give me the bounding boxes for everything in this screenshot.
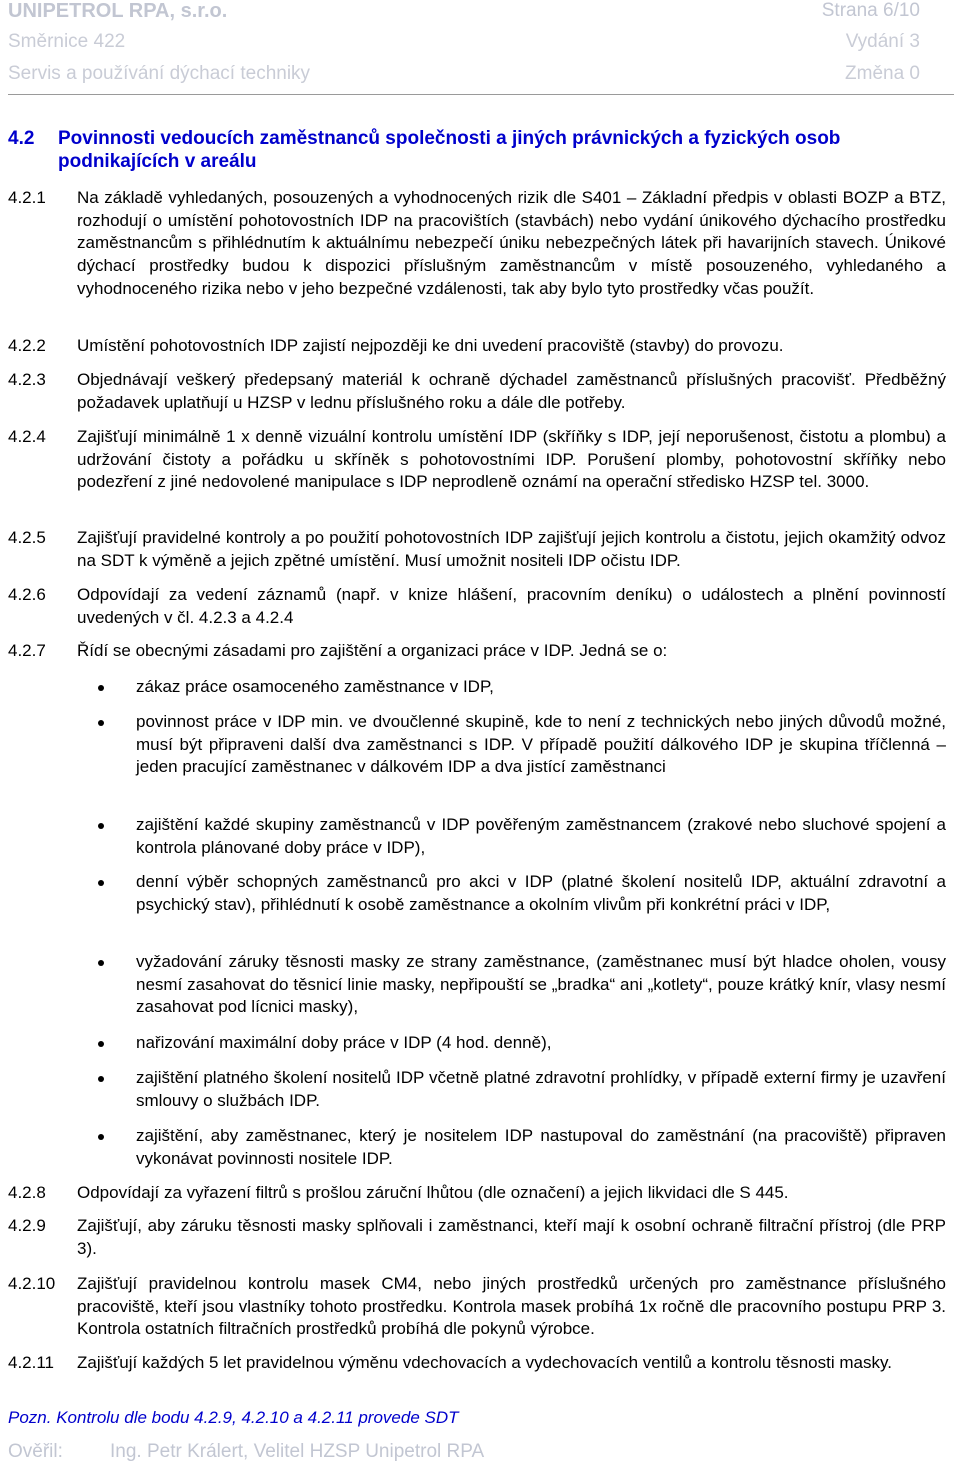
company-name: UNIPETROL RPA, s.r.o. [8, 0, 228, 22]
bullet-item [98, 871, 946, 916]
bullet-icon [98, 823, 104, 829]
paragraph-4-2-4 [8, 426, 946, 494]
paragraph-number: 4.2.8 [8, 1183, 46, 1202]
bullet-icon [98, 1134, 104, 1140]
bullet-icon [98, 720, 104, 726]
paragraph-text: Odpovídají za vyřazení filtrů s prošlou záruční lhůtou (dle označení) a jejich likvidaci dle S 445. [77, 1183, 789, 1202]
header-divider [8, 94, 954, 95]
paragraph-number: 4.2.6 [8, 585, 46, 604]
paragraph-number: 4.2.1 [8, 188, 46, 207]
bullet-item [98, 1032, 946, 1055]
bullet-item [98, 711, 946, 779]
bullet-item [98, 814, 946, 859]
page-number: Strana 6/10 [821, 0, 920, 21]
paragraph-4-2-8 [8, 1182, 946, 1205]
paragraph-text: Zajišťují minimálně 1 x denně vizuální kontrolu umístění IDP (skříňky s IDP, její neporušenost, čistotu a plombu) a udržování čistoty a pořádku u skříněk s pohotovostními IDP. Porušení plomby, pohotovostní skříňky nebo podezření z jiné nedovolené manipulace s IDP neprodleně oznámí na operační středisko HZSP tel. 3000. [77, 427, 946, 492]
paragraph-text: Objednávají veškerý předepsaný materiál k ochraně dýchadel zaměstnanců příslušných pracovišť. Předběžný požadavek uplatňují u HZSP v lednu příslušného roku a dále dle potřeby. [77, 370, 946, 412]
header-row-2 [8, 31, 920, 53]
bullet-text: povinnost práce v IDP min. ve dvoučlenné skupině, kde to není z technických nebo jiných důvodů možné, musí být připraveni další dva zaměstnanci s IDP. V případě použití dálkového IDP je skupina tříčlenná – jeden pracující zaměstnanec v dálkovém IDP a dva jistící zaměstnanci [136, 712, 946, 777]
bullet-item [98, 1125, 946, 1170]
paragraph-4-2-1 [8, 187, 946, 301]
paragraph-number: 4.2.4 [8, 427, 46, 446]
paragraph-text: Řídí se obecnými zásadami pro zajištění a organizaci práce v IDP. Jedná se o: [77, 641, 668, 660]
paragraph-text: Umístění pohotovostních IDP zajistí nejpozději ke dni uvedení pracoviště (stavby) do provozu. [77, 336, 784, 355]
bullet-icon [98, 960, 104, 966]
issue-number: Vydání 3 [845, 31, 920, 52]
bullet-text: zajištění každé skupiny zaměstnanců v IDP pověřeným zaměstnancem (zrakové nebo sluchové spojení a kontrola plánované doby práce v IDP), [136, 815, 946, 857]
paragraph-4-2-11 [8, 1352, 946, 1375]
bullet-text: denní výběr schopných zaměstnanců pro akci v IDP (platné školení nositelů IDP, aktuální zdravotní a psychický stav), přihlédnutí k osobě zaměstnance a okolním vlivům při konkrétní práci v IDP, [136, 872, 946, 914]
paragraph-number: 4.2.11 [8, 1353, 55, 1372]
paragraph-number: 4.2.5 [8, 528, 46, 547]
paragraph-4-2-7 [8, 640, 946, 663]
bullet-text: nařizování maximální doby práce v IDP (4 hod. denně), [136, 1033, 552, 1052]
paragraph-text: Zajišťují pravidelné kontroly a po použití pohotovostních IDP zajišťují jejich kontrolu a čistotu, jejich okamžitý odvoz na SDT k výměně a jejich zpětné umístění. Musí umožnit nositeli IDP očistu IDP. [77, 528, 946, 570]
note: Pozn. Kontrolu dle bodu 4.2.9, 4.2.10 a 4.2.11 provede SDT [8, 1408, 459, 1427]
bullet-text: vyžadování záruky těsnosti masky ze strany zaměstnance, (zaměstnanec musí být hladce oholen, vousy nesmí zasahovat do těsnicí linie masky, nepřipouští se „bradka“ ani „kotlety“, pouze krátký knír, vlasy nesmí zasahovat pod lícnici masky), [136, 952, 946, 1017]
paragraph-text: Na základě vyhledaných, posouzených a vyhodnocených rizik dle S401 – Základní předpis v oblasti BOZP a BTZ, rozhodují o umístění pohotovostních IDP na pracovištích (stavbách) nebo vydání únikového dýchacího prostředku zaměstnancům s přihlédnutím k aktuálnímu nebezpečí úniku nebezpečných látek při havarijních stavech. Únikové dýchací prostředky budou k dispozici příslušným zaměstnancům v místě posouzeného, vyhledaného a vyhodnoceného rizika nebo v jeho bezpečné vzdálenosti, tak aby bylo tyto prostředky včas použít. [77, 188, 946, 298]
paragraph-4-2-6 [8, 584, 946, 629]
bullet-icon [98, 1076, 104, 1082]
bullet-item [98, 951, 946, 1019]
section-title: Povinnosti vedoucích zaměstnanců společnosti a jiných právnických a fyzických osob podnikajících v areálu [58, 128, 841, 172]
bullet-icon [98, 685, 104, 691]
bullet-icon [98, 880, 104, 886]
bullet-item [98, 676, 946, 699]
paragraph-4-2-9 [8, 1215, 946, 1260]
change-number: Změna 0 [845, 63, 920, 84]
paragraph-4-2-5 [8, 527, 946, 572]
footer [8, 1441, 484, 1463]
section-number: 4.2 [8, 128, 35, 149]
header-row-3 [8, 63, 920, 85]
paragraph-text: Odpovídají za vedení záznamů (např. v knize hlášení, pracovním deníku) o událostech a plnění povinností uvedených v čl. 4.2.3 a 4.2.4 [77, 585, 946, 627]
paragraph-4-2-2 [8, 335, 946, 358]
bullet-text: zajištění, aby zaměstnanec, který je nositelem IDP nastupoval do zaměstnání (na pracoviště) připraven vykonávat povinnosti nositele IDP. [136, 1126, 946, 1168]
verified-by: Ing. Petr Králert, Velitel HZSP Unipetrol RPA [110, 1441, 485, 1462]
paragraph-text: Zajišťují každých 5 let pravidelnou výměnu vdechovacích a vydechovacích ventilů a kontrolu těsnosti masky. [77, 1353, 892, 1372]
paragraph-4-2-10 [8, 1273, 946, 1341]
paragraph-number: 4.2.3 [8, 370, 46, 389]
bullet-text: zajištění platného školení nositelů IDP včetně platné zdravotní prohlídky, v případě externí firmy je uzavření smlouvy o službách IDP. [136, 1068, 946, 1110]
paragraph-number: 4.2.7 [8, 641, 46, 660]
header-row-1 [8, 0, 920, 23]
directive-number: Směrnice 422 [8, 31, 126, 52]
paragraph-number: 4.2.10 [8, 1274, 56, 1293]
bullet-text: zákaz práce osamoceného zaměstnance v IDP, [136, 677, 494, 696]
verified-label: Ověřil: [8, 1441, 63, 1462]
bullet-icon [98, 1041, 104, 1047]
bullet-item [98, 1067, 946, 1112]
paragraph-4-2-3 [8, 369, 946, 414]
paragraph-text: Zajišťují pravidelnou kontrolu masek CM4, nebo jiných prostředků určených pro zaměstnance příslušného pracoviště, kteří jsou vlastníky tohoto prostředku. Kontrola masek probíhá 1x ročně dle pracovního postupu PRP 3. Kontrola ostatních filtračních prostředků probíhá dle pokynů výrobce. [77, 1274, 946, 1339]
paragraph-number: 4.2.9 [8, 1216, 46, 1235]
paragraph-number: 4.2.2 [8, 336, 46, 355]
paragraph-text: Zajišťují, aby záruku těsnosti masky splňovali i zaměstnanci, kteří mají k osobní ochraně filtrační přístroj (dle PRP 3). [77, 1216, 946, 1258]
document-subject: Servis a používání dýchací techniky [8, 63, 311, 84]
